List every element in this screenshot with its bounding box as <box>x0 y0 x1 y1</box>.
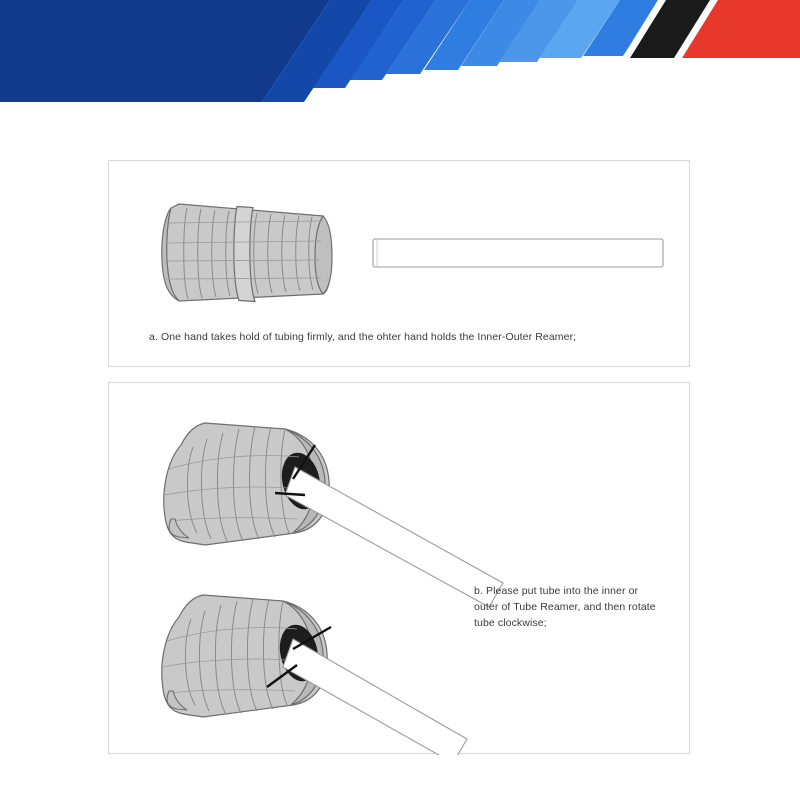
reamer-with-tube-drawing <box>109 383 691 755</box>
tube-inserted-top <box>285 467 503 607</box>
tube-segment <box>373 239 663 267</box>
panel-b-illustration <box>109 383 691 755</box>
header-banner-graphic <box>0 0 800 110</box>
panel-step-b <box>108 382 690 754</box>
reamer-with-tube-outer <box>162 595 467 755</box>
reamer-with-tube-inner <box>164 423 503 607</box>
caption-step-a: a. One hand takes hold of tubing firmly, and the ohter hand holds the Inner-Outer Reamer; <box>149 331 577 343</box>
panel-step-a <box>108 160 690 367</box>
caption-step-b: b. Please put tube into the inner or outer of Tube Reamer, and then rotate tube clockwise; <box>474 585 656 629</box>
header-banner <box>0 0 800 110</box>
